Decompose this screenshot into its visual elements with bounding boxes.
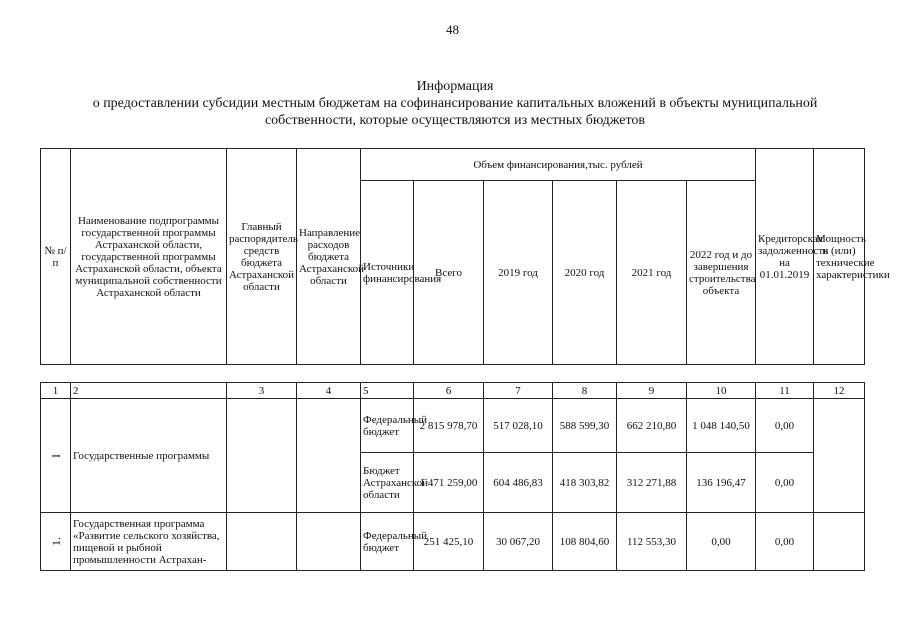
document-subtitle: о предоставлении субсидии местным бюджетам на софинансирование капитальных вложений в объекты муниципальной собственности, которые осуществляются из местных бюджетов	[92, 96, 818, 128]
header-col-2021: 2021 год	[617, 181, 687, 365]
row-2020: 108 804,60	[553, 513, 617, 571]
row-2021: 112 553,30	[617, 513, 687, 571]
row-debt: 0,00	[756, 453, 814, 513]
column-number-row	[41, 383, 865, 399]
row-2021: 312 271,88	[617, 453, 687, 513]
column-number: 3	[227, 383, 297, 399]
row-name: Государственная программа «Развитие сельского хозяйства, пищевой и рыбной промышленности Астрахан-	[71, 513, 227, 571]
column-number: 7	[484, 383, 553, 399]
header-col-source: Источники финансирования	[361, 181, 414, 365]
row-2019: 30 067,20	[484, 513, 553, 571]
header-col-name: Наименование подпрограммы государственной программы Астраханской области, государственной программы Астраханской области, объекта муниципальной собственности Астраханской области	[71, 149, 227, 365]
row-2021: 662 210,80	[617, 399, 687, 453]
row-direction	[297, 399, 361, 513]
row-name: Государственные программы	[71, 399, 227, 513]
row-debt: 0,00	[756, 513, 814, 571]
row-total: 2 815 978,70	[414, 399, 484, 453]
header-group-financing: Объем финансирования,тыс. рублей	[361, 149, 756, 181]
header-col-2019: 2019 год	[484, 181, 553, 365]
header-col-direction: Направление расходов бюджета Астраханской области	[297, 149, 361, 365]
data-table	[40, 382, 865, 571]
column-number: 11	[756, 383, 814, 399]
column-number: 6	[414, 383, 484, 399]
row-capacity	[814, 399, 865, 513]
row-direction	[297, 513, 361, 571]
column-number: 9	[617, 383, 687, 399]
column-number: 12	[814, 383, 865, 399]
header-col-capacity: Мощность и (или) технические характеристики	[814, 149, 865, 365]
row-number-cell	[41, 399, 71, 513]
row-source: Федеральный бюджет	[361, 399, 414, 453]
row-debt: 0,00	[756, 399, 814, 453]
table-row	[41, 513, 865, 571]
row-2022: 1 048 140,50	[687, 399, 756, 453]
row-number-cell	[41, 513, 71, 571]
row-number: 1.	[48, 537, 63, 546]
row-2019: 517 028,10	[484, 399, 553, 453]
row-source: Федеральный бюджет	[361, 513, 414, 571]
document-title: Информация	[416, 79, 494, 94]
row-2020: 418 303,82	[553, 453, 617, 513]
column-number: 4	[297, 383, 361, 399]
row-total: 251 425,10	[414, 513, 484, 571]
row-2019: 604 486,83	[484, 453, 553, 513]
page-number: 48	[446, 22, 459, 37]
header-col-2020: 2020 год	[553, 181, 617, 365]
column-number: 10	[687, 383, 756, 399]
row-source: Бюджет Астраханской области	[361, 453, 414, 513]
column-number: 2	[71, 383, 227, 399]
row-capacity	[814, 513, 865, 571]
column-number: 1	[41, 383, 71, 399]
header-col-2022: 2022 год и до завершения строительства объекта	[687, 181, 756, 365]
header-col-total: Всего	[414, 181, 484, 365]
header-col-manager: Главный распорядитель средств бюджета Астраханской области	[227, 149, 297, 365]
row-manager	[227, 513, 297, 571]
row-2020: 588 599,30	[553, 399, 617, 453]
row-2022: 0,00	[687, 513, 756, 571]
table-row	[41, 399, 865, 453]
row-number: I	[48, 453, 63, 458]
table-header	[40, 148, 890, 365]
column-number: 8	[553, 383, 617, 399]
header-col-num: № п/п	[41, 149, 71, 365]
column-number: 5	[361, 383, 414, 399]
row-2022: 136 196,47	[687, 453, 756, 513]
row-manager	[227, 399, 297, 513]
header-col-debt: Кредиторская задолженность на 01.01.2019	[756, 149, 814, 365]
row-total: 1 471 259,00	[414, 453, 484, 513]
